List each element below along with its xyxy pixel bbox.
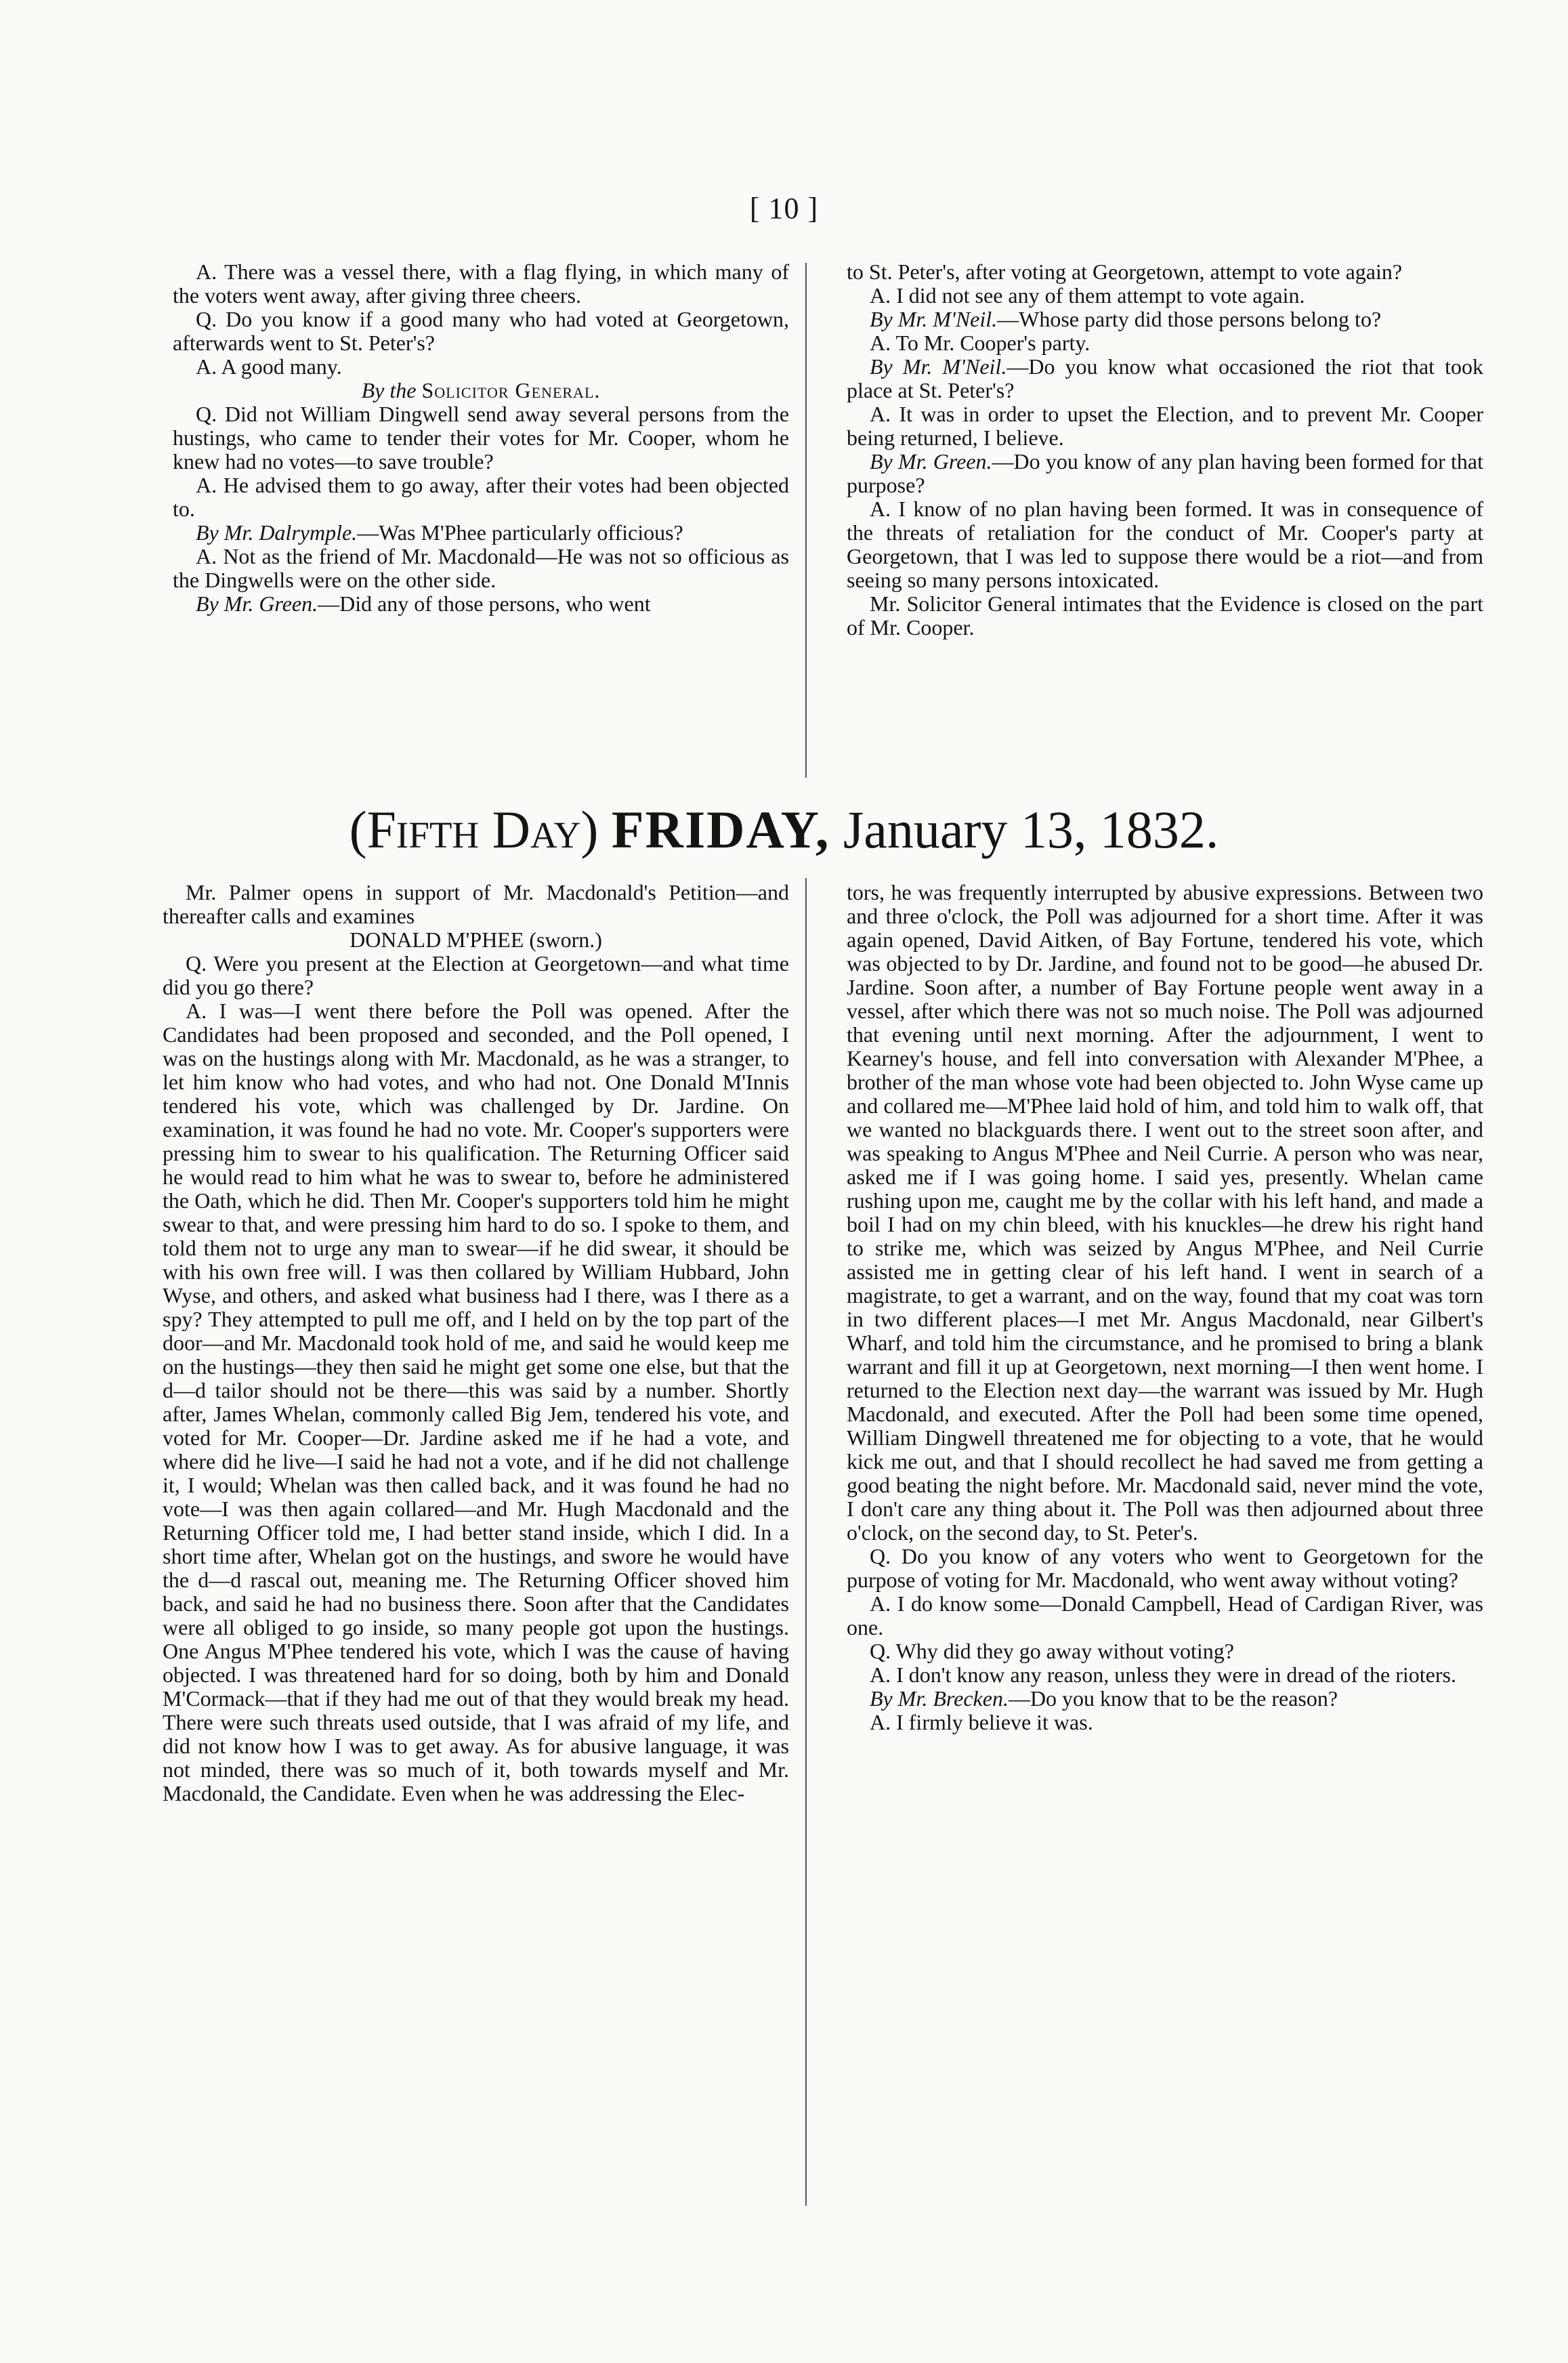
paragraph-text: to St. Peter's, after voting at Georgetown, attempt to vote again? xyxy=(847,259,1403,284)
paragraph-text: Q. Do you know if a good many who had voted at Georgetown, afterwards went to St. Peter's? xyxy=(173,307,789,355)
speaker-prefix: By Mr. Dalrymple. xyxy=(196,520,358,545)
paragraph-text: A. It was in order to upset the Election, and to prevent Mr. Cooper being returned, I believe. xyxy=(847,402,1483,450)
paragraph-text: Q. Do you know of any voters who went to Georgetown for the purpose of voting for Mr. Macdonald, who went away without voting? xyxy=(847,1544,1483,1592)
paragraph-text: A. He advised them to go away, after their votes had been objected to. xyxy=(173,473,789,521)
column-divider-top xyxy=(805,263,807,778)
day-heading xyxy=(0,799,1568,860)
paragraph xyxy=(847,450,1483,497)
paragraph-text: Solicitor General. xyxy=(421,378,601,402)
heading-prefix: (Fifth Day) xyxy=(349,800,599,859)
paragraph xyxy=(173,474,789,521)
paragraph-text: A. I did not see any of them attempt to vote again. xyxy=(870,283,1305,308)
paragraph-text: A. I do know some—Donald Campbell, Head of Cardigan River, was one. xyxy=(847,1591,1483,1639)
heading-weekday: FRIDAY, xyxy=(611,800,830,859)
paragraph xyxy=(173,355,789,379)
page-number: [ 10 ] xyxy=(749,192,819,225)
speaker-prefix: By Mr. M'Neil. xyxy=(870,354,1007,379)
paragraph-text: A. A good many. xyxy=(196,354,342,379)
paragraph-text: tors, he was frequently interrupted by abusive expressions. Between two and three o'clock, the Poll was adjourned for a short time. After it was again opened, David Aitken, of Bay Fortune, tendered his vote, which was objected to by Dr. Jardine, and found not to be good—he abused Dr. Jardine. Soon after, a number of Bay Fortune people went away in a vessel, after which there was not so much noise. The Poll was adjourned that evening until next morning. After the adjournment, I went to Kearney's house, and fell into conversation with Alexander M'Phee, a brother of the man whose vote had been objected to. John Wyse came up and collared me—M'Phee laid hold of him, and told him to walk off, that we wanted no blackguards there. I went out to the street soon after, and was speaking to Angus M'Phee and Neil Currie. A person who was near, asked me if I was going home. I said yes, presently. Whelan came rushing upon me, caught me by the collar with his left hand, and made a boil I had on my chin bleed, with his knuckles—he drew his right hand to strike me, which was seized by Angus M'Phee, and Neil Currie assisted me in getting clear of his left hand. I went in search of a magistrate, to get a warrant, and on the way, found that my coat was torn in two different places—I met Mr. Angus Macdonald, near Gilbert's Wharf, and told him the circumstance, and he promised to bring a blank warrant and fill it up at Georgetown, next morning—I then went home. I returned to the Election next day—the warrant was issued by Mr. Hugh Macdonald, and executed. After the Poll had been some time opened, William Dingwell threatened me for objecting to a vote, that he would kick me out, and that I should recollect he had saved me from getting a good beating the night before. Mr. Macdonald said, never mind the vote, I don't care any thing about it. The Poll was then adjourned about three o'clock, on the second day, to St. Peter's. xyxy=(847,880,1483,1545)
bottom-right-column xyxy=(847,881,1483,1734)
paragraph-text: Q. Why did they go away without voting? xyxy=(870,1639,1234,1663)
paragraph-text: A. To Mr. Cooper's party. xyxy=(870,331,1090,355)
paragraph xyxy=(163,928,789,952)
speaker-prefix: By Mr. M'Neil. xyxy=(870,307,998,331)
paragraph-text: A. I know of no plan having been formed. It was in consequence of the threats of retaliation for the conduct of Mr. Cooper's party at Georgetown, that I was led to suppose there would be a riot—and from seeing so many persons intoxicated. xyxy=(847,497,1483,592)
bottom-left-column xyxy=(163,881,789,1805)
paragraph xyxy=(847,284,1483,308)
paragraph xyxy=(847,308,1483,331)
paragraph-text: Q. Were you present at the Election at Georgetown—and what time did you go there? xyxy=(163,951,789,999)
paragraph xyxy=(847,1687,1483,1711)
paragraph xyxy=(173,521,789,545)
paragraph-text: —Do you know that to be the reason? xyxy=(1008,1686,1338,1711)
paragraph xyxy=(173,402,789,474)
paragraph-text: DONALD M'PHEE (sworn.) xyxy=(349,927,602,952)
paragraph-text: A. I don't know any reason, unless they were in dread of the rioters. xyxy=(870,1663,1456,1687)
paragraph xyxy=(173,379,789,402)
paragraph-text: A. I was—I went there before the Poll was opened. After the Candidates had been proposed and seconded, and the Poll opened, I was on the hustings along with Mr. Macdonald, as he was a stranger, to let him know who had votes, and who had not. One Donald M'Innis tendered his vote, which was challenged by Dr. Jardine. On examination, it was found he had no vote. Mr. Cooper's supporters were pressing him to swear to his qualification. The Returning Officer said he would read to him what he was to swear to, before he administered the Oath, which he did. Then Mr. Cooper's supporters told him he might swear to that, and were pressing him hard to do so. I spoke to them, and told them not to urge any man to swear—if he did swear, it should be with his own free will. I was then collared by William Hubbard, John Wyse, and others, and asked what business had I there, was I there as a spy? They attempted to pull me off, and I held on by the top part of the door—and Mr. Macdonald took hold of me, and said he would keep me on the hustings—they then said he might get some one else, but that the d—d tailor should not be there—this was said by a number. Shortly after, James Whelan, commonly called Big Jem, tendered his vote, and voted for Mr. Cooper—Dr. Jardine asked me if he had a vote, and where did he live—I said he had not a vote, and if he did not challenge it, I would; Whelan was then called back, and it was found he had no vote—I was then again collared—and Mr. Hugh Macdonald and the Returning Officer told me, I had better stand inside, which I did. In a short time after, Whelan got on the hustings, and swore he would have the d—d rascal out, meaning me. The Returning Officer shoved him back, and said he had no business there. Soon after that the Candidates were all obliged to go inside, so many people got upon the hustings. One Angus M'Phee tendered his vote, which I was the cause of having objected. I was threatened hard for so doing, both by him and Donald M'Cormack—that if they had me out of that they would break my head. There were such threats used outside, that I was afraid of my life, and did not know how I was to get away. As for abusive language, it was not minded, there was so much of it, both towards myself and Mr. Macdonald, the Candidate. Even when he was addressing the Elec- xyxy=(163,999,789,1805)
paragraph xyxy=(173,308,789,355)
speaker-prefix: By Mr. Brecken. xyxy=(870,1686,1009,1711)
paragraph xyxy=(847,592,1483,640)
paragraph xyxy=(847,497,1483,592)
paragraph-text: —Did any of those persons, who went xyxy=(318,591,651,616)
paragraph xyxy=(847,1711,1483,1734)
paragraph-text: —Do you know of any plan having been formed for that purpose? xyxy=(847,449,1483,497)
paragraph-text: A. I firmly believe it was. xyxy=(870,1710,1093,1734)
paragraph-text: A. There was a vessel there, with a flag flying, in which many of the voters went away, after giving three cheers. xyxy=(173,259,789,308)
paragraph-text: —Whose party did those persons belong to? xyxy=(997,307,1382,331)
paragraph xyxy=(847,355,1483,402)
column-divider-bottom xyxy=(805,878,807,2206)
top-right-column xyxy=(847,260,1483,640)
paragraph-text: A. Not as the friend of Mr. Macdonald—He was not so officious as the Dingwells were on the other side. xyxy=(173,544,789,592)
paragraph xyxy=(847,1663,1483,1687)
paragraph xyxy=(847,1592,1483,1639)
paragraph xyxy=(847,1545,1483,1592)
paragraph-text: —Was M'Phee particularly officious? xyxy=(357,520,683,545)
paragraph-text: Mr. Solicitor General intimates that the Evidence is closed on the part of Mr. Cooper. xyxy=(847,591,1483,640)
paragraph xyxy=(173,592,789,616)
paragraph xyxy=(163,999,789,1805)
paragraph xyxy=(163,952,789,999)
speaker-prefix: By Mr. Green. xyxy=(196,591,318,616)
speaker-prefix: By Mr. Green. xyxy=(870,449,992,474)
top-left-column xyxy=(173,260,789,616)
paragraph xyxy=(173,545,789,592)
paragraph-text: Mr. Palmer opens in support of Mr. Macdonald's Petition—and thereafter calls and examines xyxy=(163,880,789,928)
paragraph xyxy=(847,402,1483,450)
paragraph xyxy=(847,331,1483,355)
paragraph xyxy=(847,881,1483,1545)
heading-date: January 13, 1832. xyxy=(843,800,1219,859)
paragraph xyxy=(847,1639,1483,1663)
paragraph xyxy=(173,260,789,308)
speaker-prefix: By the xyxy=(361,378,422,402)
paragraph-text: —Do you know what occasioned the riot that took place at St. Peter's? xyxy=(847,354,1484,402)
paragraph xyxy=(163,881,789,928)
paragraph xyxy=(847,260,1483,284)
paragraph-text: Q. Did not William Dingwell send away several persons from the hustings, who came to tender their votes for Mr. Cooper, whom he knew had no votes—to save trouble? xyxy=(173,402,789,474)
